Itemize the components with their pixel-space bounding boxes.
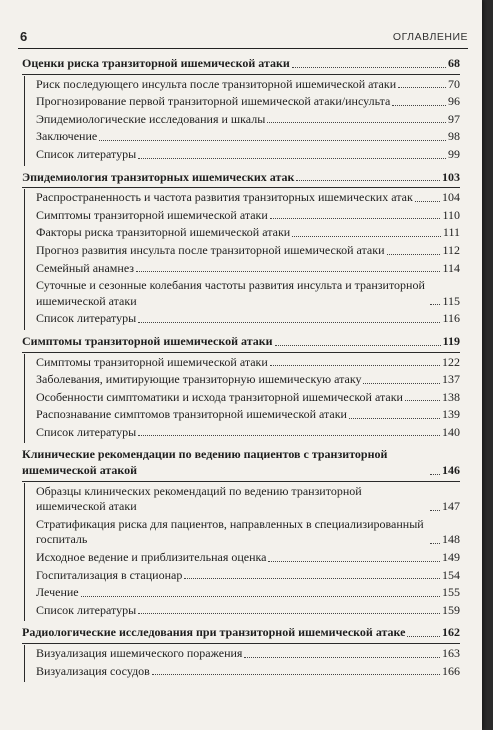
toc-entry [36, 567, 460, 585]
table-of-contents [22, 52, 460, 684]
entry-page-number: 138 [442, 389, 460, 404]
dot-leader [387, 254, 441, 255]
entry-page-number: 140 [442, 424, 460, 439]
entry-title: Симптомы транзиторной ишемической атаки [36, 207, 268, 222]
entry-title: Симптомы транзиторной ишемической атаки [36, 354, 268, 369]
toc-entry [36, 111, 460, 129]
toc-entry [36, 406, 460, 424]
dot-leader [270, 218, 441, 219]
section-title: Симптомы транзиторной ишемической атаки [22, 333, 273, 348]
running-title: ОГЛАВЛЕНИЕ [392, 31, 468, 43]
entry-title: Распространенность и частота развития транзиторных ишемических атак [36, 190, 413, 205]
dot-leader [275, 345, 441, 346]
toc-entry [36, 663, 460, 681]
entry-page-number: 110 [442, 207, 460, 222]
toc-entry [36, 516, 460, 549]
entry-page-number: 99 [448, 146, 460, 161]
section-title-row [22, 168, 460, 187]
entry-title: Прогноз развития инсульта после транзиторной ишемической атаки [36, 242, 385, 257]
entry-title: Визуализация ишемического поражения [36, 646, 243, 660]
entry-page-number: 98 [448, 129, 460, 144]
section-entries [24, 483, 460, 622]
entry-title: Стратификация риска для пациентов, направленных в специализированный госпиталь [36, 516, 424, 547]
section-page-number: 146 [442, 463, 460, 478]
dot-leader [349, 418, 440, 419]
dot-leader [138, 158, 446, 159]
section-page-number: 119 [442, 333, 460, 348]
entry-title: Госпитализация в стационар [36, 567, 183, 582]
dot-leader [244, 657, 440, 658]
entry-title: Визуализация сосудов [36, 663, 150, 678]
entry-title: Суточные и сезонные колебания частоты развития инсульта и транзиторной ишемической атаки [36, 278, 425, 308]
page-header [18, 28, 468, 49]
dot-leader [138, 613, 440, 614]
dot-leader [268, 561, 440, 562]
section-entries [24, 189, 460, 330]
entry-page-number: 155 [442, 585, 460, 600]
entry-page-number: 104 [442, 190, 460, 205]
entry-title: Факторы риска транзиторной ишемической атаки [36, 225, 291, 240]
section-page-number: 162 [442, 625, 460, 640]
toc-entry [36, 645, 460, 663]
dot-leader [296, 180, 440, 181]
section-title: Эпидемиология транзиторных ишемических атак [22, 169, 295, 184]
entry-page-number: 154 [442, 567, 460, 582]
section-title-row [22, 623, 460, 642]
entry-page-number: 116 [442, 311, 460, 326]
entry-page-number: 148 [442, 532, 460, 547]
dot-leader [152, 674, 440, 675]
entry-title: Заключение [36, 129, 98, 144]
entry-page-number: 149 [442, 550, 460, 565]
entry-title: Лечение [36, 585, 79, 600]
toc-entry [36, 354, 460, 372]
section-title-row [22, 52, 460, 73]
dot-leader [407, 636, 440, 637]
toc-section [22, 445, 460, 621]
entry-title: Список литературы [36, 602, 137, 617]
toc-section [22, 623, 460, 682]
entry-title: Эпидемиологические исследования и шкалы [36, 111, 266, 126]
section-title-row [22, 332, 460, 351]
dot-leader [363, 383, 440, 384]
section-title: Радиологические исследования при транзиторной ишемической атаке [22, 625, 406, 640]
entry-page-number: 96 [448, 94, 460, 109]
toc-entry [36, 93, 460, 111]
entry-page-number: 137 [442, 372, 460, 387]
toc-entry [36, 277, 460, 310]
dot-leader [430, 510, 440, 511]
section-rule [22, 74, 460, 75]
section-page-number: 103 [442, 169, 460, 184]
section-entries [24, 76, 460, 166]
entry-title: Исходное ведение и приблизительная оценка [36, 550, 267, 565]
entry-page-number: 111 [442, 225, 460, 240]
entry-title: Образцы клинических рекомендаций по ведению транзиторной ишемической атаки [36, 483, 362, 514]
dot-leader [392, 105, 446, 106]
section-title: Клинические рекомендации по ведению пациентов с транзиторной ишемической атакой [22, 447, 388, 478]
toc-entry [36, 242, 460, 260]
dot-leader [430, 543, 440, 544]
entry-page-number: 97 [448, 111, 460, 126]
entry-title: Заболевания, имитирующие транзиторную ишемическую атаку [36, 372, 362, 387]
section-title-row [22, 445, 460, 479]
dot-leader [184, 578, 440, 579]
entry-title: Риск последующего инсульта после транзиторной ишемической атаки [36, 76, 397, 91]
entry-title: Список литературы [36, 311, 137, 326]
section-page-number: 68 [448, 56, 460, 70]
section-entries [24, 354, 460, 444]
dot-leader [430, 304, 440, 305]
toc-entry [36, 602, 460, 620]
dot-leader [430, 474, 440, 475]
section-entries [24, 645, 460, 682]
entry-page-number: 159 [442, 602, 460, 617]
section-rule [22, 481, 460, 482]
entry-page-number: 70 [448, 76, 460, 91]
dot-leader [267, 122, 446, 123]
entry-title: Прогнозирование первой транзиторной ишемической атаки/инсульта [36, 94, 391, 109]
dot-leader [405, 400, 440, 401]
dot-leader [415, 201, 440, 202]
toc-entry [36, 371, 460, 389]
toc-entry [36, 189, 460, 207]
dot-leader [292, 236, 441, 237]
dot-leader [398, 87, 446, 88]
dot-leader [270, 365, 440, 366]
toc-section [22, 52, 460, 166]
section-rule [22, 187, 460, 188]
dot-leader [81, 596, 440, 597]
entry-page-number: 166 [442, 663, 460, 678]
toc-entry [36, 128, 460, 146]
entry-page-number: 139 [442, 407, 460, 422]
entry-title: Список литературы [36, 146, 137, 161]
entry-title: Особенности симптоматики и исхода транзиторной ишемической атаки [36, 389, 403, 404]
toc-entry [36, 549, 460, 567]
dot-leader [138, 322, 440, 323]
dot-leader [138, 435, 440, 436]
entry-page-number: 163 [442, 646, 460, 660]
toc-entry [36, 483, 460, 516]
toc-entry [36, 310, 460, 328]
toc-entry [36, 389, 460, 407]
dot-leader [99, 140, 446, 141]
page-number: 6 [20, 29, 28, 44]
toc-section [22, 332, 460, 444]
toc-entry [36, 207, 460, 225]
entry-page-number: 114 [442, 260, 460, 275]
entry-page-number: 112 [442, 242, 460, 257]
toc-entry [36, 424, 460, 442]
toc-entry [36, 260, 460, 278]
dot-leader [136, 271, 440, 272]
section-rule [22, 352, 460, 353]
entry-page-number: 115 [442, 293, 460, 308]
entry-title: Распознавание симптомов транзиторной ишемической атаки [36, 407, 347, 422]
entry-page-number: 147 [442, 499, 460, 514]
toc-entry [36, 146, 460, 164]
toc-entry [36, 224, 460, 242]
entry-page-number: 122 [442, 354, 460, 369]
entry-title: Семейный анамнез [36, 260, 135, 275]
section-title: Оценки риска транзиторной ишемической атаки [22, 56, 290, 70]
dot-leader [292, 67, 446, 68]
toc-entry [36, 76, 460, 94]
toc-entry [36, 584, 460, 602]
section-rule [22, 643, 460, 644]
toc-section [22, 168, 460, 330]
entry-title: Список литературы [36, 424, 137, 439]
